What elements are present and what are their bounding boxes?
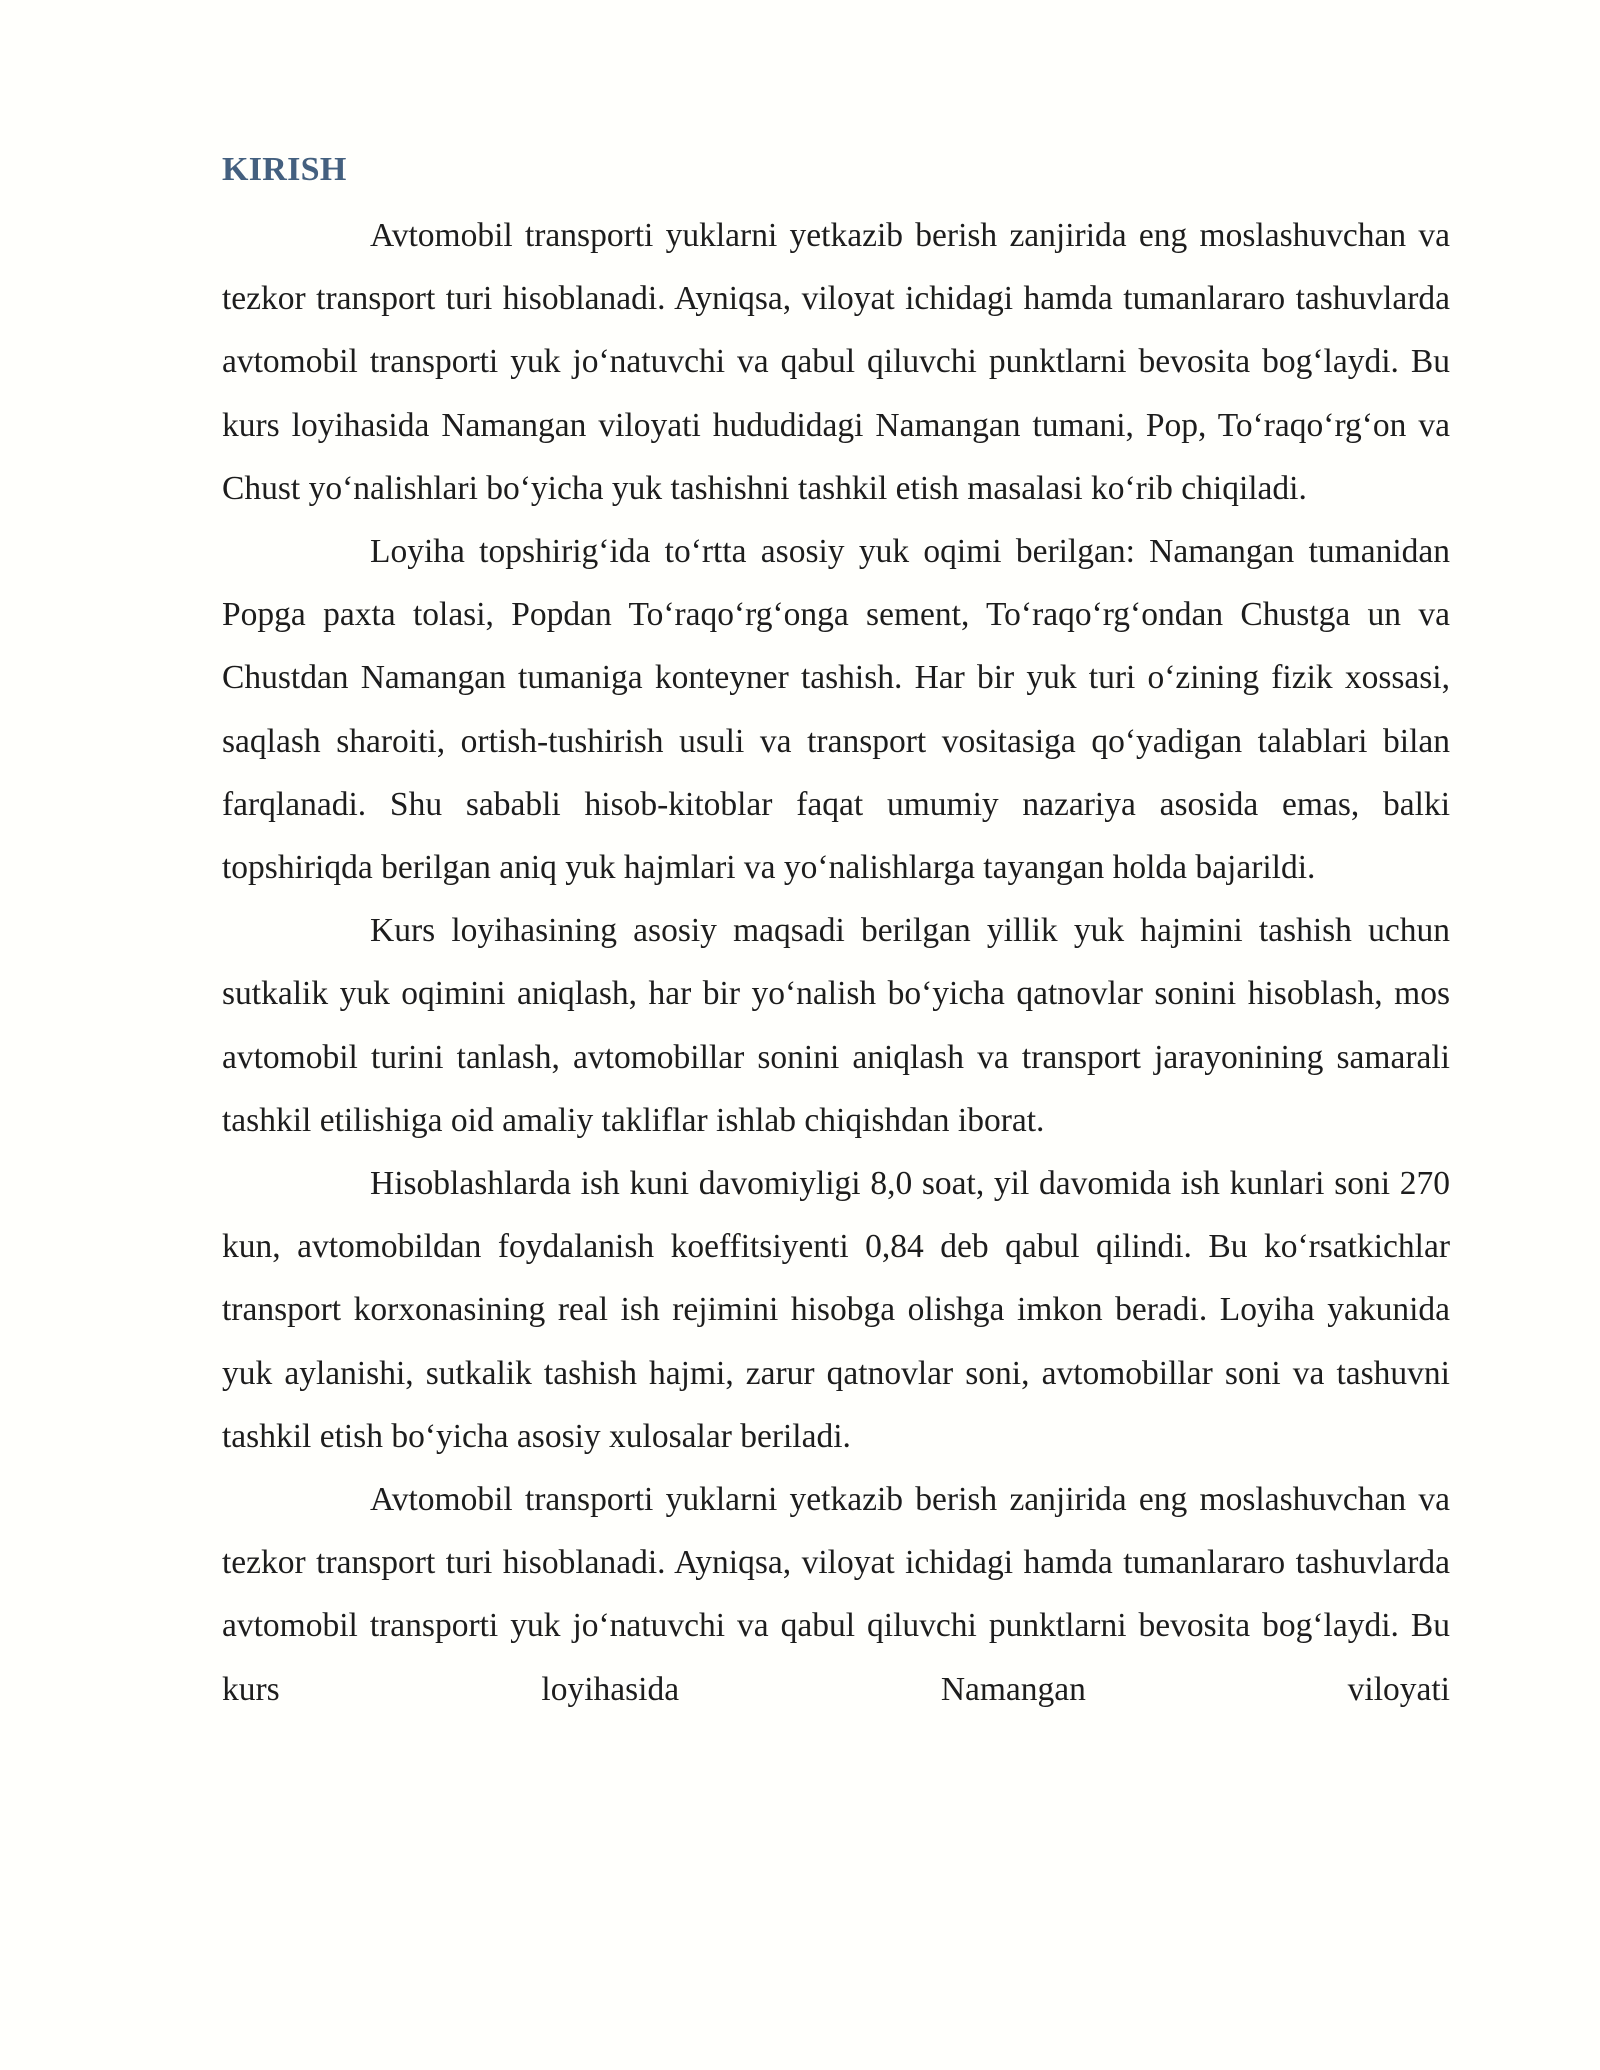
- paragraph-repeated-intro: Avtomobil transporti yuklarni yetkazib berish zanjirida eng moslashuvchan va tezkor transport turi hisoblanadi. Ayniqsa, viloyat ichidagi hamda tumanlararo tashuvlarda avtomobil transporti yuk jo‘natuvchi va qabul qiluvchi punktlarni bevosita bog‘laydi. Bu kurs loyihasida Namangan viloyati: [222, 1481, 1450, 1708]
- paragraph-assumptions: Hisoblashlarda ish kuni davomiyligi 8,0 soat, yil davomida ish kunlari soni 270 kun, avtomobildan foydalanish koeffitsiyenti 0,84 deb qabul qilindi. Bu ko‘rsatkichlar transport korxonasining real ish rejimini hisobga olishga imkon beradi. Loyiha yakunida yuk aylanishi, sutkalik tashish hajmi, zarur qatnovlar soni, avtomobillar soni va tashuvni tashkil etish bo‘yicha asosiy xulosalar beriladi.: [222, 1165, 1450, 1455]
- document-page: [222, 140, 1450, 1721]
- paragraph-task: Loyiha topshirig‘ida to‘rtta asosiy yuk oqimi berilgan: Namangan tumanidan Popga paxta tolasi, Popdan To‘raqo‘rg‘onga sement, To‘raqo‘rg‘ondan Chustga un va Chustdan Namangan tumaniga konteyner tashish. Har bir yuk turi o‘zining fizik xossasi, saqlash sharoiti, ortish-tushirish usuli va transport vositasiga qo‘yadigan talablari bilan farqlanadi. Shu sababli hisob-kitoblar faqat umumiy nazariya asosida emas, balki topshiriqda berilgan aniq yuk hajmlari va yo‘nalishlarga tayangan holda bajarildi.: [222, 533, 1450, 887]
- paragraph-goal: Kurs loyihasining asosiy maqsadi berilgan yillik yuk hajmini tashish uchun sutkalik yuk oqimini aniqlash, har bir yo‘nalish bo‘yicha qatnovlar sonini hisoblash, mos avtomobil turini tanlash, avtomobillar sonini aniqlash va transport jarayonining samarali tashkil etilishiga oid amaliy takliflar ishlab chiqishdan iborat.: [222, 912, 1450, 1139]
- paragraph-intro: Avtomobil transporti yuklarni yetkazib berish zanjirida eng moslashuvchan va tezkor transport turi hisoblanadi. Ayniqsa, viloyat ichidagi hamda tumanlararo tashuvlarda avtomobil transporti yuk jo‘natuvchi va qabul qiluvchi punktlarni bevosita bog‘laydi. Bu kurs loyihasida Namangan viloyati hududidagi Namangan tumani, Pop, To‘raqo‘rg‘on va Chust yo‘nalishlari bo‘yicha yuk tashishni tashkil etish masalasi ko‘rib chiqiladi.: [222, 217, 1450, 507]
- section-heading: KIRISH: [222, 151, 347, 188]
